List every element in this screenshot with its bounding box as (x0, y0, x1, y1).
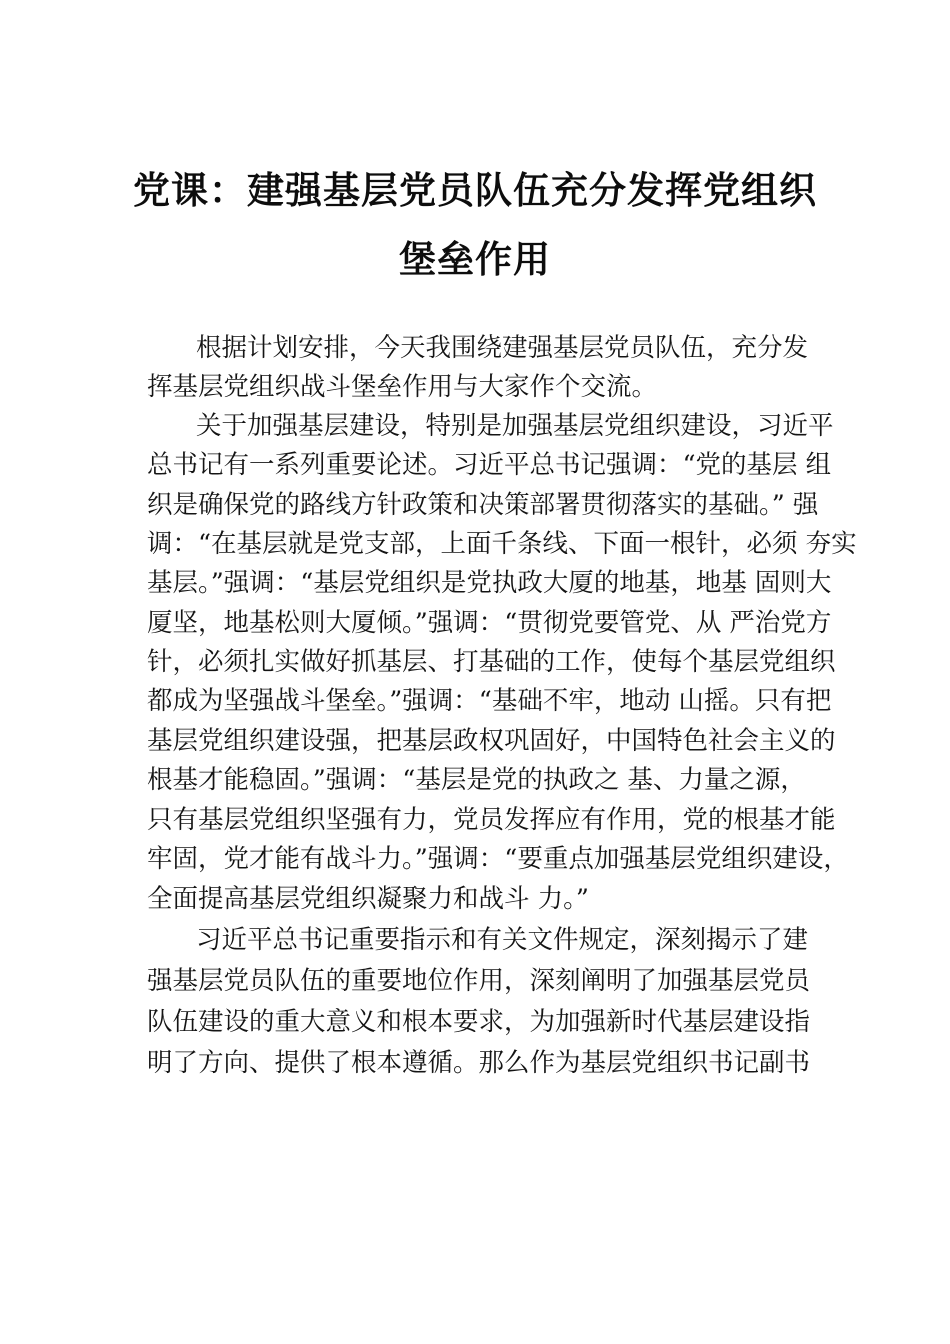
paragraph-2-line-10: 根基才能稳固。”强调：“基层是党的执政之 基、力量之源， (147, 765, 806, 795)
paragraph-2-line-6: 厦坚，地基松则大厦倾。”强调：“贯彻党要管党、从 严治党方 (147, 608, 832, 638)
paragraph-3-line-1: 习近平总书记重要指示和有关文件规定，深刻揭示了建 (196, 925, 809, 955)
paragraph-2-line-4: 调：“在基层就是党支部，上面千条线、下面一根针，必须 夯实 (147, 529, 857, 559)
paragraph-2-line-12: 牢固，党才能有战斗力。”强调：“要重点加强基层党组织建设， (147, 844, 849, 874)
paragraph-1-line-1: 根据计划安排，今天我围绕建强基层党员队伍，充分发 (196, 333, 809, 363)
paragraph-3-line-3: 队伍建设的重大意义和根本要求，为加强新时代基层建设指 (147, 1007, 811, 1037)
paragraph-2-line-13: 全面提高基层党组织凝聚力和战斗 力。” (147, 884, 589, 914)
paragraph-2-line-11: 只有基层党组织坚强有力，党员发挥应有作用，党的根基才能 (147, 805, 836, 835)
paragraph-2-line-5: 基层。”强调：“基层党组织是党执政大厦的地基，地基 固则大 (147, 568, 832, 598)
paragraph-2-line-9: 基层党组织建设强，把基层政权巩固好，中国特色社会主义的 (147, 726, 836, 756)
paragraph-1-line-2: 挥基层党组织战斗堡垒作用与大家作个交流。 (147, 372, 658, 402)
paragraph-2-line-7: 针，必须扎实做好抓基层、打基础的工作，使每个基层党组织 (147, 647, 836, 677)
paragraph-2-line-3: 织是确保党的路线方针政策和决策部署贯彻落实的基础。” 强 (147, 490, 819, 520)
paragraph-3-line-4: 明了方向、提供了根本遵循。那么作为基层党组织书记副书 (147, 1048, 811, 1078)
paragraph-2-line-2: 总书记有一系列重要论述。习近平总书记强调：“党的基层 组 (147, 450, 832, 480)
document-title-line-1: 党课：建强基层党员队伍充分发挥党组织 (133, 169, 817, 212)
paragraph-2-line-8: 都成为坚强战斗堡垒。”强调：“基础不牢，地动 山摇。只有把 (147, 686, 832, 716)
paragraph-2-line-1: 关于加强基层建设，特别是加强基层党组织建设，习近平 (196, 411, 834, 441)
paragraph-3-line-2: 强基层党员队伍的重要地位作用，深刻阐明了加强基层党员 (147, 966, 811, 996)
document-title-line-2: 堡垒作用 (399, 238, 551, 281)
